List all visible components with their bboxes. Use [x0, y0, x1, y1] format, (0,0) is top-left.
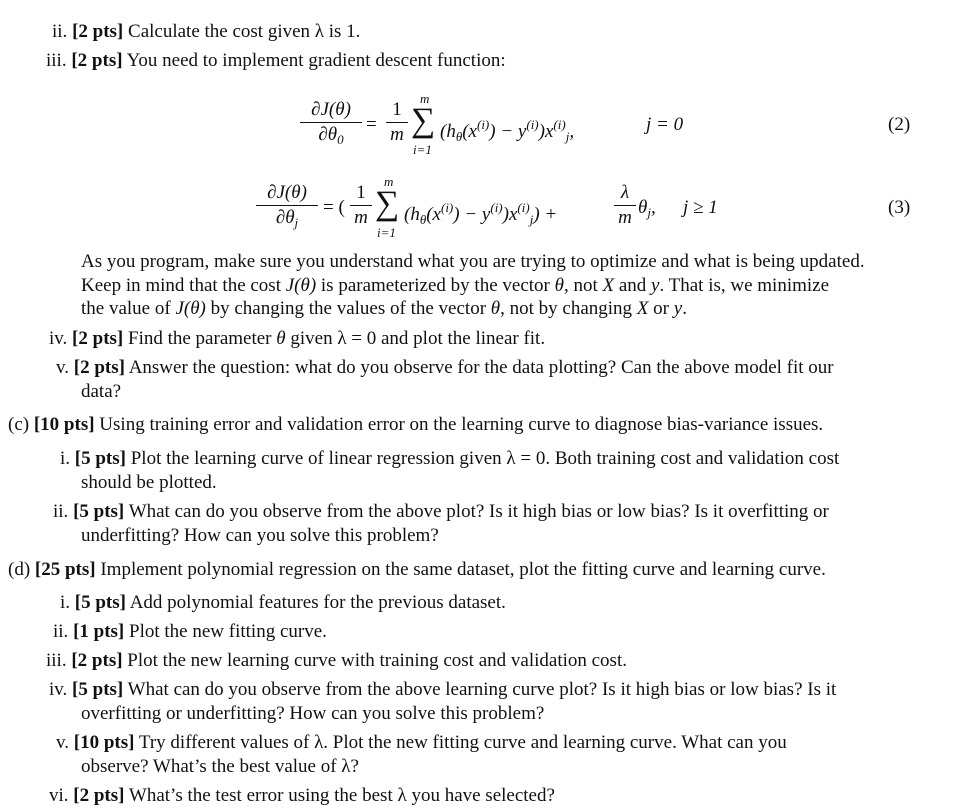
item-d-vi: vi. [2 pts] What’s the test error using the best λ you have selected?: [49, 785, 555, 806]
eq3-sum-lower: i=1: [377, 225, 396, 240]
eq3-coef-den: m: [354, 207, 368, 228]
eq2-sum-lower: i=1: [413, 142, 432, 157]
eq2-number: (2): [888, 114, 911, 135]
item-c-i-line-2: should be plotted.: [81, 472, 217, 493]
eq3-coef-fraction: [350, 182, 372, 229]
item-c-ii-line-2: underfitting? How can you solve this problem?: [81, 525, 439, 546]
eq3-lambda-den: m: [618, 207, 632, 228]
eq2-lhs-numerator: ∂J(θ): [311, 99, 351, 120]
item-d-i: i. [5 pts] Add polynomial features for the previous dataset.: [60, 592, 506, 613]
eq2-lhs-fraction: [300, 99, 362, 148]
item-iii-gradient-descent: [46, 50, 506, 72]
eq3-equals: = (: [323, 197, 345, 218]
item-d-v: v. [10 pts] Try different values of λ. Plot the new fitting curve and learning curve. What can you: [56, 732, 787, 753]
item-label: iii.: [46, 50, 67, 71]
eq2-body: $(h_\theta(x^{(i)}) - y^{(i)})x^{(i)}_j$,: [440, 117, 575, 144]
section-c: (c) [10 pts] Using training error and validation error on the learning curve to diagnose bias-variance issues.: [8, 414, 824, 435]
paragraph-line-3: the value of J(θ) by changing the values of the vector θ, not by changing X or y.: [81, 298, 687, 319]
eq3-lhs-numerator: ∂J(θ): [267, 182, 307, 203]
item-v-line-2: data?: [81, 381, 122, 402]
eq2-coef-fraction: [386, 99, 408, 146]
eq3-lambda-num: λ: [620, 182, 630, 203]
item-ii-calc-cost: [52, 21, 360, 43]
eq3-body: $(h_\theta(x^{(i)}) - y^{(i)})x^{(i)}_j$) +: [404, 200, 558, 227]
eq3-lambda-fraction: [614, 182, 636, 229]
item-d-ii: ii. [1 pts] Plot the new fitting curve.: [53, 621, 327, 642]
eq3-tail: $\theta_j$,: [638, 197, 656, 220]
eq3-condition: j ≥ 1: [683, 197, 718, 218]
item-v-answer-question: v. [2 pts] Answer the question: what do you observe for the data plotting? Can the above model fit our: [56, 357, 834, 378]
item-c-i: i. [5 pts] Plot the learning curve of linear regression given λ = 0. Both training cost and validation cost: [60, 448, 840, 469]
eq3-sum-upper: m: [384, 174, 394, 189]
eq2-condition: j = 0: [646, 114, 684, 135]
eq2-coef-den: m: [390, 124, 404, 145]
item-c-ii: ii. [5 pts] What can do you observe from the above plot? Is it high bias or low bias? Is it overfitting or: [53, 501, 829, 522]
item-text: Calculate the cost given λ is 1.: [128, 21, 361, 42]
item-iv-find-parameter: iv. [2 pts] Find the parameter θ given λ = 0 and plot the linear fit.: [49, 328, 546, 349]
paragraph-line-2: Keep in mind that the cost J(θ) is parameterized by the vector θ, not X and y. That is, we minimize: [81, 275, 830, 296]
eq3-lhs-fraction: [256, 182, 318, 231]
eq3-coef-num: 1: [356, 182, 366, 203]
eq3-sigma: ∑: [375, 185, 400, 222]
eq2-sum-upper: m: [420, 91, 430, 106]
eq3-lhs-denominator: $\partial\theta_j$: [275, 207, 299, 230]
item-label: ii.: [52, 21, 68, 42]
eq2-coef-num: 1: [392, 99, 402, 120]
item-d-v-line-2: observe? What’s the best value of λ?: [81, 756, 359, 777]
item-d-iii: iii. [2 pts] Plot the new learning curve with training cost and validation cost.: [46, 650, 627, 671]
paragraph-line-1: As you program, make sure you understand what you are trying to optimize and what is being updated.: [81, 251, 865, 272]
eq3-number: (3): [888, 197, 911, 218]
eq2-sigma: ∑: [411, 102, 436, 139]
eq2-lhs-denominator: $\partial\theta_0$: [318, 124, 344, 147]
item-points: [2 pts]: [71, 50, 123, 71]
item-d-iv: iv. [5 pts] What can do you observe from the above learning curve plot? Is it high bias or low bias? Is it: [49, 679, 837, 700]
item-d-iv-line-2: overfitting or underfitting? How can you solve this problem?: [81, 703, 545, 724]
item-points: [2 pts]: [72, 21, 124, 42]
section-d: (d) [25 pts] Implement polynomial regression on the same dataset, plot the fitting curve and learning curve.: [8, 559, 826, 580]
item-text: You need to implement gradient descent function:: [126, 50, 506, 71]
eq2-equals: =: [366, 114, 377, 135]
